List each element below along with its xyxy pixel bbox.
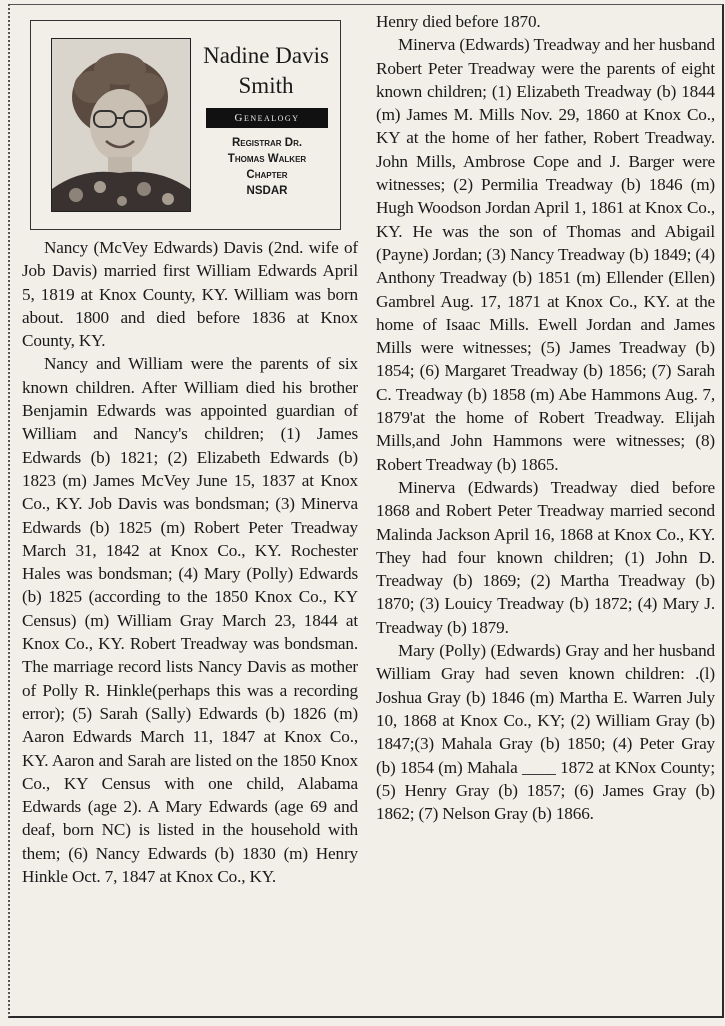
portrait-illustration (52, 39, 190, 211)
article-column-right (376, 10, 715, 1026)
article-paragraph: Minerva (Edwards) Treadway and her husband Robert Peter Treadway were the parents of eight known children; (1) Elizabeth Treadway (b) 1844 (m) James M. Mills Nov. 29, 1860 at Knox Co., KY at the home of her father, Robert Treadway. John Mills, Ambrose Cope and J. Barger were witnesses; (2) Permilia Treadway (b) 1846 (m) Hugh Woodson Jordan April 1, 1861 at Knox Co., KY. He was the son of Thomas and Abigail (Payne) Jordan; (3) Nancy Treadway (b) 1849; (4) Anthony Treadway (b) 1851 (m) Ellender (Ellen) Gambrel Aug. 17, 1871 at Knox Co., KY. at the home of Isaac Mills. Ewell Jordan and James Mills were witnesses; (5) James Treadway (b) 1854; (6) Margaret Treadway (b) 1856; (7) Sarah C. Treadway (b) 1858 (m) Abe Hammons Aug. 7, 1879'at the home of Robert Treadway. Elijah Mills,and John Hammons were witnesses; (8) Robert Treadway (b) 1865. (376, 35, 715, 474)
affiliation-line: Chapter (246, 169, 288, 181)
affiliation-line: Thomas Walker (227, 153, 307, 165)
column-tag: Genealogy (206, 108, 328, 128)
affiliation-line: NSDAR (246, 185, 288, 197)
article-paragraph: Minerva (Edwards) Treadway died before 1868 and Robert Peter Treadway married second Malinda Jackson April 16, 1868 at Knox Co., KY. They had four known children; (1) John D. Treadway (b) 1869; (2) Martha Treadway (b) 1870; (3) Louicy Treadway (b) 1872; (4) Mary J. Treadway (b) 1879. (376, 477, 715, 637)
affiliation-line: Registrar Dr. (231, 137, 303, 149)
author-photo (51, 38, 191, 212)
article-paragraph: Mary (Polly) (Edwards) Gray and her husband William Gray had seven known children: .(l) Joshua Gray (b) 1846 (m) Martha E. Warren July 10, 1868 at Knox Co., KY; (2) William Gray (b) 1847;(3) Mahala Gray (b) 1850; (4) Peter Gray (b) 1854 (m) Mahala ____ 1872 at KNox County; (5) Henry Gray (b) 1857; (6) James Gray (b) 1862; (7) Nelson Gray (b) 1866. (376, 641, 715, 824)
column-header-box (30, 20, 341, 230)
article-column-left (22, 236, 358, 1026)
article-paragraph: Henry died before 1870. (376, 12, 541, 31)
article-paragraph: Nancy (McVey Edwards) Davis (2nd. wife of Job Davis) married first William Edwards April 5, 1819 at Knox County, KY. William was born about. 1800 and died before 1836 at Knox County, KY. (22, 238, 358, 351)
author-name: Nadine Davis Smith (203, 43, 329, 98)
author-affiliation (201, 135, 333, 199)
article-paragraph: Nancy and William were the parents of six known children. After William died his brother Benjamin Edwards was appointed guardian of William and Nancy's children; (1) James Edwards (b) 1821; (2) Elizabeth Edwards (b) 1823 (m) James McVey June 15, 1837 at Knox Co., KY. Job Davis was bondsman; (3) Minerva Edwards (b) 1825 (m) Robert Peter Treadway March 31, 1842 at Knox Co., KY. Rochester Hales was bondsman; (4) Mary (Polly) Edwards (b) 1825 (according to the 1850 Knox Co., KY Census) (m) William Gray March 23, 1844 at Knox Co., KY. Robert Treadway was bondsman. The marriage record lists Nancy Davis as mother of Polly R. Hinkle(perhaps this was a recording error); (5) Sarah (Sally) Edwards (b) 1826 (m) Aaron Edwards March 11, 1847 at Knox Co., KY. Aaron and Sarah are listed on the 1850 Knox Co., KY Census with one child, Alabama Edwards (age 2). A Mary Edwards (age 69 and deaf, born NC) is listed in the household with them; (6) Nancy Edwards (b) 1830 (m) Henry Hinkle Oct. 7, 1847 at Knox Co., KY. (22, 354, 358, 887)
